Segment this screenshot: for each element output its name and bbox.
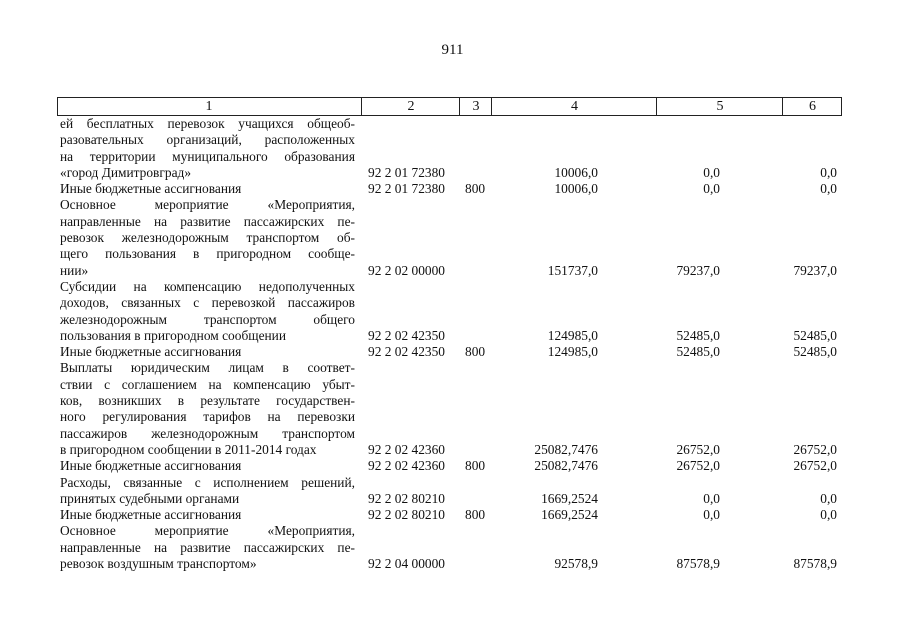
description-line: ного регулирования тарифов на перевозки	[60, 409, 355, 425]
description-line: на территории муниципального образования	[60, 148, 355, 164]
row-value-col4: 1669,2524	[541, 507, 598, 523]
row-value-col6: 52485,0	[793, 344, 837, 360]
row-code: 92 2 02 42350	[368, 327, 445, 343]
row-value-col6: 52485,0	[793, 327, 837, 343]
row-value-col4: 124985,0	[547, 327, 598, 343]
table-row	[60, 197, 840, 278]
row-code: 92 2 01 72380	[368, 164, 445, 180]
description-line: Иные бюджетные ассигнования	[60, 458, 242, 474]
description-line: разовательных организаций, расположенных	[60, 132, 355, 148]
description-line: принятых судебными органами	[60, 490, 240, 506]
row-value-col4: 25082,7476	[534, 458, 598, 474]
row-code: 92 2 04 00000	[368, 556, 445, 572]
row-value-col5: 52485,0	[676, 327, 720, 343]
row-value-col4: 10006,0	[554, 164, 598, 180]
table-body	[60, 116, 840, 572]
row-description	[60, 181, 355, 197]
row-description	[60, 360, 355, 458]
row-value-col6: 0,0	[820, 181, 837, 197]
row-value-col5: 26752,0	[676, 458, 720, 474]
description-line: ей бесплатных перевозок учащихся общеоб-	[60, 116, 355, 131]
description-line: Расходы, связанные с исполнением решений,	[60, 474, 355, 490]
description-line: Иные бюджетные ассигнования	[60, 181, 242, 197]
row-expense-type: 800	[465, 344, 486, 360]
description-line: Иные бюджетные ассигнования	[60, 344, 242, 360]
description-line: Основное мероприятие «Мероприятия,	[60, 523, 355, 539]
row-value-col5: 87578,9	[676, 556, 720, 572]
table-row	[60, 344, 840, 360]
description-line: пользования в пригородном сообщении	[60, 327, 287, 343]
description-line: Выплаты юридическим лицам в соответ-	[60, 360, 355, 376]
row-value-col4: 151737,0	[547, 262, 598, 278]
row-value-col5: 0,0	[703, 507, 720, 523]
table-row	[60, 116, 840, 181]
table-row	[60, 458, 840, 474]
table-row	[60, 181, 840, 197]
page-number: 911	[441, 42, 464, 58]
row-value-col4: 25082,7476	[534, 441, 598, 457]
description-line: пассажиров железнодорожным транспортом	[60, 425, 355, 441]
row-code: 92 2 02 42350	[368, 344, 445, 360]
description-line: Субсидии на компенсацию недополученных	[60, 278, 355, 294]
description-line: доходов, связанных с перевозкой пассажиров	[60, 295, 355, 311]
row-value-col6: 0,0	[820, 164, 837, 180]
row-value-col4: 124985,0	[547, 344, 598, 360]
row-description	[60, 458, 355, 474]
row-value-col5: 0,0	[703, 490, 720, 506]
description-line: направленные на развитие пассажирских пе-	[60, 539, 355, 555]
table-row	[60, 360, 840, 458]
description-line: ревозок воздушным транспортом»	[60, 556, 257, 572]
row-description	[60, 344, 355, 360]
description-line: Иные бюджетные ассигнования	[60, 507, 242, 523]
row-value-col6: 26752,0	[793, 458, 837, 474]
row-value-col5: 52485,0	[676, 344, 720, 360]
header-col-6: 6	[782, 98, 842, 115]
row-expense-type: 800	[465, 458, 486, 474]
row-code: 92 2 02 42360	[368, 441, 445, 457]
row-code: 92 2 02 00000	[368, 262, 445, 278]
row-description	[60, 507, 355, 523]
row-expense-type: 800	[465, 507, 486, 523]
row-value-col6: 26752,0	[793, 441, 837, 457]
row-value-col4: 92578,9	[554, 556, 598, 572]
row-code: 92 2 01 72380	[368, 181, 445, 197]
description-line: ревозок железнодорожным транспортом об-	[60, 230, 355, 246]
row-value-col5: 0,0	[703, 164, 720, 180]
header-col-5: 5	[656, 98, 783, 115]
description-line: нии»	[60, 262, 89, 278]
header-col-4: 4	[491, 98, 657, 115]
description-line: направленные на развитие пассажирских пе-	[60, 213, 355, 229]
table-row	[60, 475, 840, 508]
header-col-3: 3	[459, 98, 492, 115]
row-value-col5: 0,0	[703, 181, 720, 197]
row-description	[60, 197, 355, 278]
row-value-col5: 79237,0	[676, 262, 720, 278]
row-value-col5: 26752,0	[676, 441, 720, 457]
table-row	[60, 507, 840, 523]
row-code: 92 2 02 42360	[368, 458, 445, 474]
description-line: в пригородном сообщении в 2011-2014 годах	[60, 441, 317, 457]
description-line: железнодорожным транспортом общего	[60, 311, 355, 327]
row-code: 92 2 02 80210	[368, 507, 445, 523]
row-code: 92 2 02 80210	[368, 490, 445, 506]
row-value-col6: 87578,9	[793, 556, 837, 572]
table-row	[60, 279, 840, 344]
table-row	[60, 523, 840, 572]
description-line: ствии с соглашением на компенсацию убыт-	[60, 376, 355, 392]
table-header	[57, 97, 842, 116]
row-description	[60, 523, 355, 572]
row-description	[60, 475, 355, 508]
description-line: Основное мероприятие «Мероприятия,	[60, 197, 355, 213]
description-line: ков, возникших в результате государствен-	[60, 393, 355, 409]
row-value-col6: 0,0	[820, 507, 837, 523]
row-value-col6: 79237,0	[793, 262, 837, 278]
header-col-2: 2	[361, 98, 460, 115]
description-line: щего пользования в пригородном сообще-	[60, 246, 355, 262]
row-value-col6: 0,0	[820, 490, 837, 506]
row-description	[60, 116, 355, 181]
row-expense-type: 800	[465, 181, 486, 197]
row-value-col4: 1669,2524	[541, 490, 598, 506]
row-value-col4: 10006,0	[554, 181, 598, 197]
row-description	[60, 279, 355, 344]
description-line: «город Димитровград»	[60, 164, 192, 180]
header-col-1: 1	[205, 99, 213, 114]
